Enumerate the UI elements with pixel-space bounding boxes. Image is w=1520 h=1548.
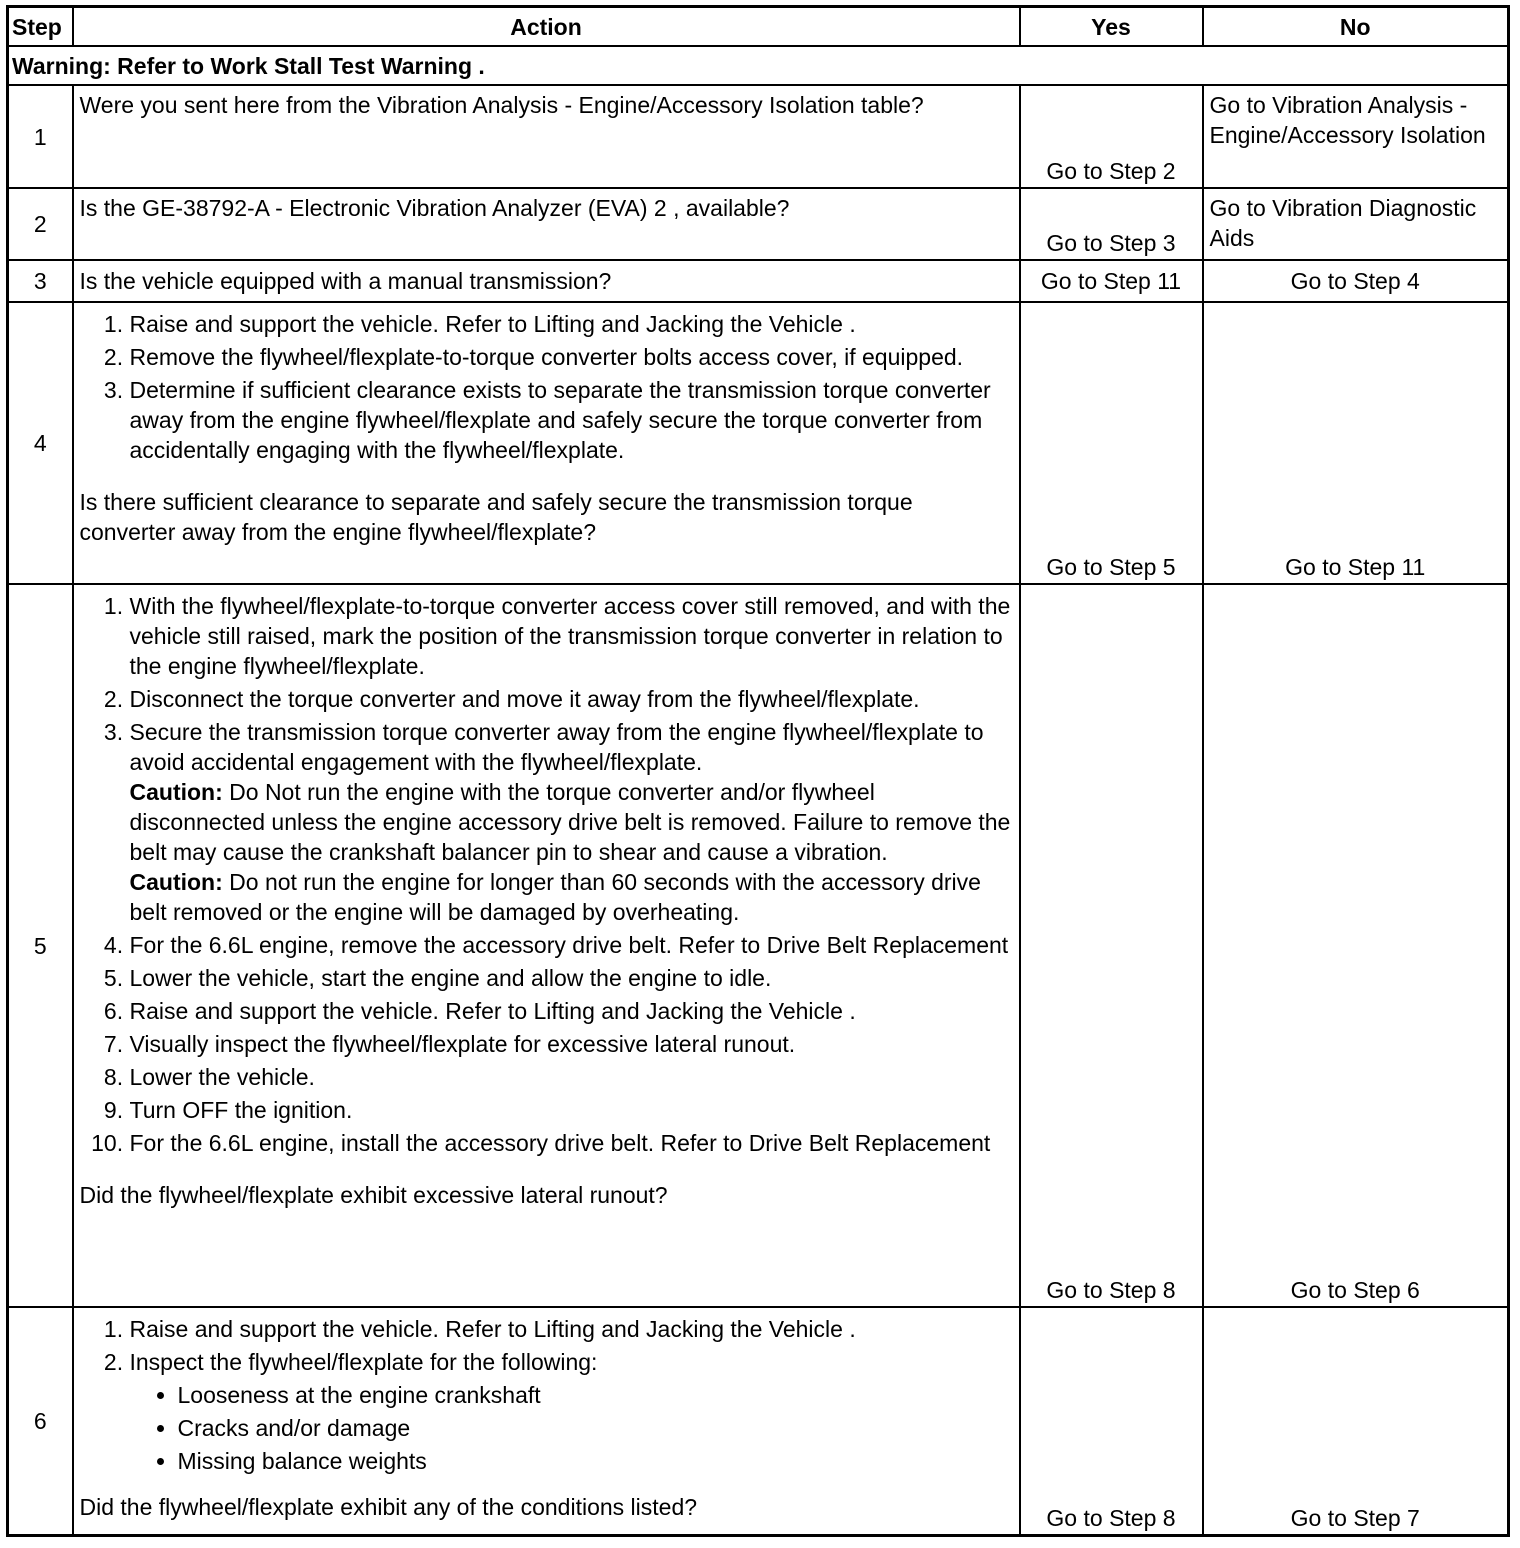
warning-row: [8, 46, 1509, 85]
condition-list: [130, 1380, 1013, 1476]
yes-result: Go to Step 8: [1020, 584, 1203, 1307]
no-result: Go to Step 6: [1203, 584, 1509, 1307]
procedure-item: 9. Turn OFF the ignition.: [130, 1095, 1013, 1125]
step-number: 5: [8, 584, 73, 1307]
no-result: Go to Step 11: [1203, 302, 1509, 584]
procedure-list: [80, 1314, 1013, 1476]
yes-result: Go to Step 2: [1020, 85, 1203, 188]
procedure-item: 1. Raise and support the vehicle. Refer to Lifting and Jacking the Vehicle .: [130, 1314, 1013, 1344]
action-text: Is the GE-38792-A - Electronic Vibration Analyzer (EVA) 2 , available?: [73, 188, 1020, 260]
yes-result: Go to Step 8: [1020, 1307, 1203, 1535]
step-number: 1: [8, 85, 73, 188]
step-number: 4: [8, 302, 73, 584]
header-action: Action: [73, 7, 1020, 47]
table-row: [8, 260, 1509, 302]
procedure-item: 4. For the 6.6L engine, remove the accessory drive belt. Refer to Drive Belt Replacement: [130, 930, 1013, 960]
step-number: 3: [8, 260, 73, 302]
caution-text: Do not run the engine for longer than 60 seconds with the accessory drive belt removed or the engine will be damaged by overheating.: [129, 869, 981, 925]
procedure-item: 6. Raise and support the vehicle. Refer to Lifting and Jacking the Vehicle .: [130, 996, 1013, 1026]
yes-result: Go to Step 3: [1020, 188, 1203, 260]
caution-label: Caution:: [129, 869, 223, 895]
action-text: Were you sent here from the Vibration Analysis - Engine/Accessory Isolation table?: [73, 85, 1020, 188]
step-number: 2: [8, 188, 73, 260]
caution-label: Caution:: [129, 779, 223, 805]
procedure-item: 2. Disconnect the torque converter and move it away from the flywheel/flexplate.: [130, 684, 1013, 714]
header-step: Step: [8, 7, 73, 47]
condition-item: • Cracks and/or damage: [178, 1413, 1013, 1443]
procedure-item: [130, 717, 1013, 927]
action-cell: [73, 1307, 1020, 1535]
procedure-item: 5. Lower the vehicle, start the engine and allow the engine to idle.: [130, 963, 1013, 993]
header-no: No: [1203, 7, 1509, 47]
action-cell: [73, 584, 1020, 1307]
yes-result: Go to Step 5: [1020, 302, 1203, 584]
question-text: Is there sufficient clearance to separate and safely secure the transmission torque converter away from the engine flywheel/flexplate?: [79, 489, 913, 545]
table-row: [8, 584, 1509, 1307]
question-text: Did the flywheel/flexplate exhibit any of the conditions listed?: [79, 1494, 698, 1520]
procedure-item-text: Secure the transmission torque converter away from the engine flywheel/flexplate to avoid accidental engagement with the flywheel/flexplate.: [129, 719, 984, 775]
condition-item: • Looseness at the engine crankshaft: [178, 1380, 1013, 1410]
procedure-item: 8. Lower the vehicle.: [130, 1062, 1013, 1092]
procedure-item: 1. Raise and support the vehicle. Refer to Lifting and Jacking the Vehicle .: [130, 309, 1013, 339]
caution-text: Do Not run the engine with the torque converter and/or flywheel disconnected unless the engine accessory drive belt is removed. Failure to remove the belt may cause the crankshaft balancer pin to shear and cause a vibration.: [129, 779, 1011, 865]
procedure-item: 3. Determine if sufficient clearance exists to separate the transmission torque converter away from the engine flywheel/flexplate and safely secure the torque converter from accidentally engaging with the flywheel/flexplate.: [130, 375, 1013, 465]
diagnostic-table: [6, 5, 1510, 1537]
procedure-item-text: Inspect the flywheel/flexplate for the following:: [129, 1349, 598, 1375]
diagnostic-table-page: [6, 5, 1510, 1537]
procedure-item: 10. For the 6.6L engine, install the accessory drive belt. Refer to Drive Belt Replacement: [130, 1128, 1013, 1158]
table-row: [8, 85, 1509, 188]
procedure-item: 1. With the flywheel/flexplate-to-torque converter access cover still removed, and with the vehicle still raised, mark the position of the transmission torque converter in relation to the engine flywheel/flexplate.: [130, 591, 1013, 681]
no-result: Go to Step 7: [1203, 1307, 1509, 1535]
header-row: [8, 7, 1509, 47]
no-result: Go to Step 4: [1203, 260, 1509, 302]
step-number: 6: [8, 1307, 73, 1535]
warning-text: Warning: Refer to Work Stall Test Warning .: [8, 46, 1509, 85]
procedure-item: 2. Remove the flywheel/flexplate-to-torque converter bolts access cover, if equipped.: [130, 342, 1013, 372]
procedure-item: 7. Visually inspect the flywheel/flexplate for excessive lateral runout.: [130, 1029, 1013, 1059]
question-text: Did the flywheel/flexplate exhibit excessive lateral runout?: [79, 1182, 668, 1208]
no-result: Go to Vibration Diagnostic Aids: [1203, 188, 1509, 260]
action-cell: [73, 302, 1020, 584]
table-row: [8, 1307, 1509, 1535]
no-result: Go to Vibration Analysis - Engine/Accessory Isolation: [1203, 85, 1509, 188]
table-row: [8, 302, 1509, 584]
procedure-list: [80, 591, 1013, 1158]
yes-result: Go to Step 11: [1020, 260, 1203, 302]
procedure-item: [130, 1347, 1013, 1476]
procedure-list: [80, 309, 1013, 465]
table-row: [8, 188, 1509, 260]
header-yes: Yes: [1020, 7, 1203, 47]
condition-item: • Missing balance weights: [178, 1446, 1013, 1476]
action-text: Is the vehicle equipped with a manual transmission?: [73, 260, 1020, 302]
